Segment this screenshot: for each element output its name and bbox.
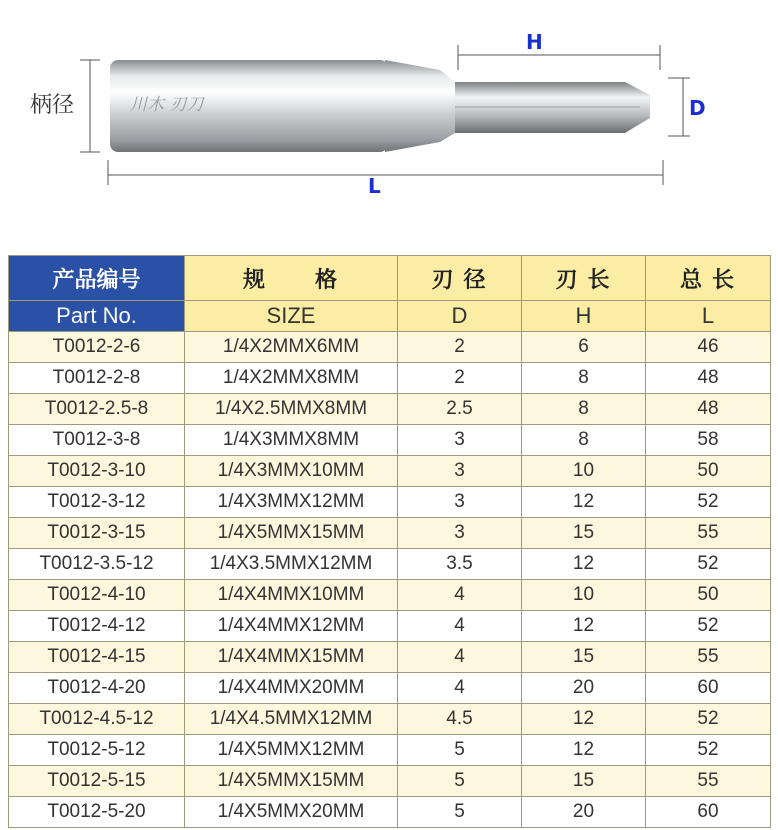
table-row bbox=[9, 363, 771, 394]
part-no-cell: T0012-5-20 bbox=[9, 797, 185, 828]
h-cell: 8 bbox=[522, 363, 646, 394]
h-cell: 12 bbox=[522, 549, 646, 580]
l-cell: 60 bbox=[646, 797, 771, 828]
h-cell: 12 bbox=[522, 487, 646, 518]
d-cell: 5 bbox=[398, 766, 522, 797]
header-part-no-cn: 产品编号 bbox=[9, 256, 185, 301]
d-cell: 3 bbox=[398, 518, 522, 549]
header-h-cn: 刃 长 bbox=[522, 256, 646, 301]
table-row bbox=[9, 580, 771, 611]
d-cell: 5 bbox=[398, 735, 522, 766]
d-cell: 5 bbox=[398, 797, 522, 828]
d-cell: 3 bbox=[398, 487, 522, 518]
d-cell: 3 bbox=[398, 456, 522, 487]
l-cell: 46 bbox=[646, 332, 771, 363]
l-cell: 60 bbox=[646, 673, 771, 704]
part-no-cell: T0012-4-15 bbox=[9, 642, 185, 673]
part-no-cell: T0012-3-12 bbox=[9, 487, 185, 518]
part-no-cell: T0012-4.5-12 bbox=[9, 704, 185, 735]
h-cell: 15 bbox=[522, 642, 646, 673]
spec-table-body bbox=[9, 332, 771, 828]
part-no-cell: T0012-4-10 bbox=[9, 580, 185, 611]
h-cell: 8 bbox=[522, 425, 646, 456]
l-cell: 50 bbox=[646, 456, 771, 487]
d-cell: 2.5 bbox=[398, 394, 522, 425]
header-row-cn bbox=[9, 256, 771, 301]
part-no-cell: T0012-3.5-12 bbox=[9, 549, 185, 580]
header-l: L bbox=[646, 301, 771, 332]
l-cell: 52 bbox=[646, 487, 771, 518]
part-no-cell: T0012-4-20 bbox=[9, 673, 185, 704]
table-row bbox=[9, 611, 771, 642]
d-label: D bbox=[689, 96, 706, 120]
table-row bbox=[9, 766, 771, 797]
table-row bbox=[9, 704, 771, 735]
size-cell: 1/4X2.5MMX8MM bbox=[185, 394, 398, 425]
size-cell: 1/4X2MMX8MM bbox=[185, 363, 398, 394]
table-row bbox=[9, 549, 771, 580]
d-cell: 4.5 bbox=[398, 704, 522, 735]
table-row bbox=[9, 394, 771, 425]
size-cell: 1/4X3MMX10MM bbox=[185, 456, 398, 487]
size-cell: 1/4X4MMX10MM bbox=[185, 580, 398, 611]
d-cell: 4 bbox=[398, 642, 522, 673]
d-cell: 3.5 bbox=[398, 549, 522, 580]
size-cell: 1/4X4.5MMX12MM bbox=[185, 704, 398, 735]
d-cell: 4 bbox=[398, 611, 522, 642]
taper bbox=[385, 60, 455, 152]
size-cell: 1/4X2MMX6MM bbox=[185, 332, 398, 363]
part-no-cell: T0012-3-8 bbox=[9, 425, 185, 456]
h-cell: 15 bbox=[522, 518, 646, 549]
table-row bbox=[9, 518, 771, 549]
size-cell: 1/4X3MMX12MM bbox=[185, 487, 398, 518]
h-cell: 8 bbox=[522, 394, 646, 425]
l-cell: 55 bbox=[646, 642, 771, 673]
table-row bbox=[9, 456, 771, 487]
table-row bbox=[9, 797, 771, 828]
header-size-cn: 规 格 bbox=[185, 256, 398, 301]
header-row-en bbox=[9, 301, 771, 332]
l-cell: 55 bbox=[646, 518, 771, 549]
l-cell: 52 bbox=[646, 611, 771, 642]
part-no-cell: T0012-5-12 bbox=[9, 735, 185, 766]
size-cell: 1/4X4MMX20MM bbox=[185, 673, 398, 704]
part-no-cell: T0012-2.5-8 bbox=[9, 394, 185, 425]
part-no-cell: T0012-3-10 bbox=[9, 456, 185, 487]
size-cell: 1/4X4MMX15MM bbox=[185, 642, 398, 673]
size-cell: 1/4X5MMX15MM bbox=[185, 518, 398, 549]
l-cell: 52 bbox=[646, 704, 771, 735]
h-label: H bbox=[526, 30, 543, 54]
header-h: H bbox=[522, 301, 646, 332]
part-no-cell: T0012-3-15 bbox=[9, 518, 185, 549]
l-cell: 50 bbox=[646, 580, 771, 611]
l-cell: 48 bbox=[646, 363, 771, 394]
l-label: L bbox=[368, 174, 381, 198]
header-part-no: Part No. bbox=[9, 301, 185, 332]
table-row bbox=[9, 673, 771, 704]
l-cell: 52 bbox=[646, 735, 771, 766]
h-cell: 20 bbox=[522, 673, 646, 704]
d-cell: 4 bbox=[398, 673, 522, 704]
d-cell: 4 bbox=[398, 580, 522, 611]
size-cell: 1/4X4MMX12MM bbox=[185, 611, 398, 642]
d-cell: 2 bbox=[398, 332, 522, 363]
part-no-cell: T0012-2-8 bbox=[9, 363, 185, 394]
h-cell: 6 bbox=[522, 332, 646, 363]
h-cell: 12 bbox=[522, 611, 646, 642]
size-cell: 1/4X5MMX15MM bbox=[185, 766, 398, 797]
size-cell: 1/4X5MMX20MM bbox=[185, 797, 398, 828]
engraving-text: 川木 刃刀 bbox=[130, 95, 204, 115]
h-cell: 15 bbox=[522, 766, 646, 797]
header-size: SIZE bbox=[185, 301, 398, 332]
table-row bbox=[9, 332, 771, 363]
spec-table bbox=[8, 255, 771, 828]
part-no-cell: T0012-4-12 bbox=[9, 611, 185, 642]
table-row bbox=[9, 735, 771, 766]
l-cell: 48 bbox=[646, 394, 771, 425]
part-no-cell: T0012-5-15 bbox=[9, 766, 185, 797]
header-d: D bbox=[398, 301, 522, 332]
shank-diameter-label: 柄径 bbox=[30, 93, 75, 118]
table-row bbox=[9, 487, 771, 518]
tool-diagram bbox=[0, 0, 778, 250]
h-cell: 20 bbox=[522, 797, 646, 828]
table-row bbox=[9, 425, 771, 456]
h-cell: 12 bbox=[522, 735, 646, 766]
size-cell: 1/4X3.5MMX12MM bbox=[185, 549, 398, 580]
d-cell: 2 bbox=[398, 363, 522, 394]
l-cell: 52 bbox=[646, 549, 771, 580]
h-cell: 12 bbox=[522, 704, 646, 735]
header-l-cn: 总 长 bbox=[646, 256, 771, 301]
part-no-cell: T0012-2-6 bbox=[9, 332, 185, 363]
header-d-cn: 刃 径 bbox=[398, 256, 522, 301]
h-cell: 10 bbox=[522, 580, 646, 611]
size-cell: 1/4X3MMX8MM bbox=[185, 425, 398, 456]
table-row bbox=[9, 642, 771, 673]
l-cell: 58 bbox=[646, 425, 771, 456]
size-cell: 1/4X5MMX12MM bbox=[185, 735, 398, 766]
h-cell: 10 bbox=[522, 456, 646, 487]
router-bit-drawing bbox=[0, 0, 778, 250]
d-cell: 3 bbox=[398, 425, 522, 456]
l-cell: 55 bbox=[646, 766, 771, 797]
